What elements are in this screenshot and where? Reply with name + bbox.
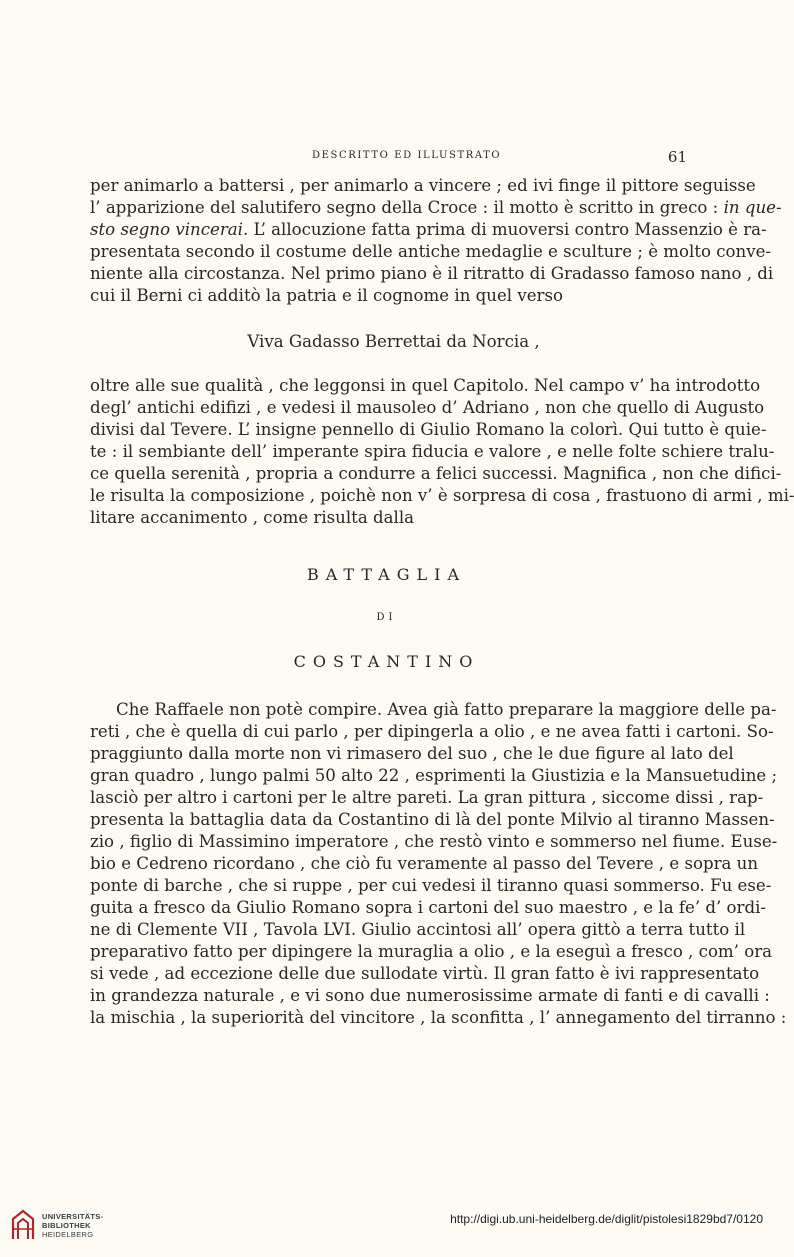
text-line: si vede , ad eccezione delle due sullodate virtù. Il gran fatto è ivi rappresentato: [90, 964, 760, 983]
text-line: ponte di barche , che si ruppe , per cui vedesi il tiranno quasi sommerso. Fu ese-: [90, 876, 772, 895]
text-line: sto segno vincerai. L’ allocuzione fatta prima di muoversi contro Massenzio è ra-: [90, 220, 767, 239]
section-heading-costantino: COSTANTINO: [293, 652, 480, 671]
text-line: bio e Cedreno ricordano , che ciò fu veramente al passo del Tevere , e sopra un: [90, 854, 759, 873]
text-line: presentata secondo il costume delle antiche medaglie e sculture ; è molto conve-: [90, 242, 772, 261]
page-number: 61: [667, 148, 687, 166]
viewer-footer: [0, 1198, 773, 1257]
university-library-logo-icon: [10, 1209, 36, 1241]
paragraph-1: [90, 175, 782, 307]
text-line: cui il Berni ci additò la patria e il cognome in quel verso: [90, 286, 563, 305]
text-line: le risulta la composizione , poichè non v’ è sorpresa di cosa , frastuono di armi , mi-: [90, 486, 794, 505]
verse-quote: Viva Gadasso Berrettai da Norcia ,: [247, 332, 540, 351]
text-line: te : il sembiante dell’ imperante spira fiducia e valore , e nelle folte schiere tralu-: [90, 442, 775, 461]
text-line: guita a fresco da Giulio Romano sopra i cartoni del suo maestro , e la fe’ d’ ordi-: [90, 898, 767, 917]
section-heading-battaglia: BATTAGLIA: [306, 565, 467, 584]
running-head-title: DESCRITTO ED ILLUSTRATO: [312, 150, 502, 161]
text-line: la mischia , la superiorità del vincitore , la sconfitta , l’ annegamento del tirranno :: [90, 1008, 787, 1027]
text-line: zio , figlio di Massimino imperatore , che restò vinto e sommerso nel fiume. Euse-: [90, 832, 778, 851]
text-line: l’ apparizione del salutifero segno della Croce : il motto è scritto in greco : in que-: [90, 198, 782, 217]
text-line: gran quadro , lungo palmi 50 alto 22 , esprimenti la Giustizia e la Mansuetudine ;: [90, 766, 778, 785]
text-line: lasciò per altro i cartoni per le altre pareti. La gran pittura , siccome dissi , rap-: [90, 788, 764, 807]
text-line: divisi dal Tevere. L’ insigne pennello di Giulio Romano la colorì. Qui tutto è quie-: [90, 420, 767, 439]
text-line: ne di Clemente VII , Tavola LVI. Giulio accintosi all’ opera gittò a terra tutto il: [90, 920, 746, 939]
text-line: ce quella serenità , propria a condurre a felici successi. Magnifica , non che difici-: [90, 464, 782, 483]
source-url-link[interactable]: http://digi.ub.uni-heidelberg.de/diglit/pistolesi1829bd7/0120: [450, 1212, 763, 1226]
text-line: in grandezza naturale , e vi sono due numerosissime armate di fanti e di cavalli :: [90, 986, 770, 1005]
text-line: praggiunto dalla morte non vi rimasero del suo , che le due figure al lato del: [90, 744, 734, 763]
institution-name: UNIVERSITÄTS- BIBLIOTHEK HEIDELBERG: [42, 1212, 104, 1239]
text-line: litare accanimento , come risulta dalla: [90, 508, 415, 527]
text-line: degl’ antichi edifizi , e vedesi il mausoleo d’ Adriano , non che quello di Augusto: [90, 398, 765, 417]
text-line: oltre alle sue qualità , che leggonsi in quel Capitolo. Nel campo v’ ha introdotto: [90, 376, 761, 395]
text-line: Che Raffaele non potè compire. Avea già fatto preparare la maggiore delle pa-: [116, 700, 777, 719]
paragraph-3: [90, 699, 787, 1029]
text-line: reti , che è quella di cui parlo , per dipingerla a olio , e ne avea fatti i cartoni. So-: [90, 722, 774, 741]
text-line: presenta la battaglia data da Costantino di là del ponte Milvio al tiranno Massen-: [90, 810, 775, 829]
text-line: per animarlo a battersi , per animarlo a vincere ; ed ivi finge il pittore seguisse: [90, 176, 756, 195]
running-head: [90, 148, 690, 168]
paragraph-2: [90, 375, 794, 529]
text-line: niente alla circostanza. Nel primo piano è il ritratto di Gradasso famoso nano , di: [90, 264, 774, 283]
text-line: preparativo fatto per dipingere la muraglia a olio , e la eseguì a fresco , com’ ora: [90, 942, 773, 961]
section-heading-di: DI: [376, 612, 397, 623]
